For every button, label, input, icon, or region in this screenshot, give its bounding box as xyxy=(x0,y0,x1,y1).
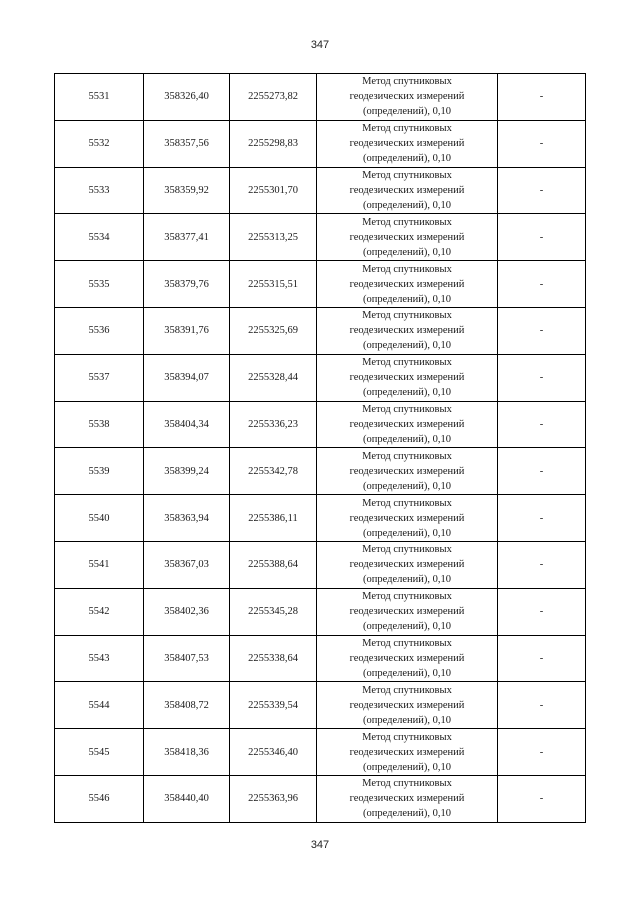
point-number-cell: 5534 xyxy=(55,214,144,261)
y-coordinate-cell: 2255363,96 xyxy=(230,775,317,822)
y-coordinate-cell: 2255325,69 xyxy=(230,307,317,354)
note-cell: - xyxy=(498,541,586,588)
method-cell: Метод спутниковых геодезических измерений (определений), 0,10 xyxy=(317,495,498,542)
table-row xyxy=(55,448,586,495)
note-cell: - xyxy=(498,354,586,401)
y-coordinate-cell: 2255315,51 xyxy=(230,261,317,308)
table-row xyxy=(55,167,586,214)
x-coordinate-cell: 358408,72 xyxy=(144,682,230,729)
x-coordinate-cell: 358363,94 xyxy=(144,495,230,542)
x-coordinate-cell: 358402,36 xyxy=(144,588,230,635)
note-cell: - xyxy=(498,588,586,635)
x-coordinate-cell: 358357,56 xyxy=(144,120,230,167)
y-coordinate-cell: 2255388,64 xyxy=(230,541,317,588)
y-coordinate-cell: 2255298,83 xyxy=(230,120,317,167)
x-coordinate-cell: 358399,24 xyxy=(144,448,230,495)
x-coordinate-cell: 358367,03 xyxy=(144,541,230,588)
method-cell: Метод спутниковых геодезических измерений (определений), 0,10 xyxy=(317,729,498,776)
table-row xyxy=(55,354,586,401)
method-cell: Метод спутниковых геодезических измерений (определений), 0,10 xyxy=(317,682,498,729)
x-coordinate-cell: 358379,76 xyxy=(144,261,230,308)
table-row xyxy=(55,635,586,682)
x-coordinate-cell: 358394,07 xyxy=(144,354,230,401)
point-number-cell: 5544 xyxy=(55,682,144,729)
note-cell: - xyxy=(498,448,586,495)
point-number-cell: 5532 xyxy=(55,120,144,167)
method-cell: Метод спутниковых геодезических измерений (определений), 0,10 xyxy=(317,541,498,588)
point-number-cell: 5539 xyxy=(55,448,144,495)
note-cell: - xyxy=(498,307,586,354)
x-coordinate-cell: 358440,40 xyxy=(144,775,230,822)
note-cell: - xyxy=(498,261,586,308)
method-cell: Метод спутниковых геодезических измерений (определений), 0,10 xyxy=(317,448,498,495)
method-cell: Метод спутниковых геодезических измерений (определений), 0,10 xyxy=(317,214,498,261)
note-cell: - xyxy=(498,775,586,822)
x-coordinate-cell: 358391,76 xyxy=(144,307,230,354)
x-coordinate-cell: 358377,41 xyxy=(144,214,230,261)
table-row xyxy=(55,495,586,542)
table-row xyxy=(55,120,586,167)
point-number-cell: 5535 xyxy=(55,261,144,308)
method-cell: Метод спутниковых геодезических измерений (определений), 0,10 xyxy=(317,635,498,682)
note-cell: - xyxy=(498,682,586,729)
y-coordinate-cell: 2255301,70 xyxy=(230,167,317,214)
method-cell: Метод спутниковых геодезических измерений (определений), 0,10 xyxy=(317,74,498,121)
note-cell: - xyxy=(498,214,586,261)
point-number-cell: 5540 xyxy=(55,495,144,542)
y-coordinate-cell: 2255339,54 xyxy=(230,682,317,729)
y-coordinate-cell: 2255273,82 xyxy=(230,74,317,121)
coordinates-table-body xyxy=(55,74,586,823)
point-number-cell: 5533 xyxy=(55,167,144,214)
x-coordinate-cell: 358359,92 xyxy=(144,167,230,214)
table-row xyxy=(55,588,586,635)
method-cell: Метод спутниковых геодезических измерений (определений), 0,10 xyxy=(317,167,498,214)
note-cell: - xyxy=(498,74,586,121)
y-coordinate-cell: 2255345,28 xyxy=(230,588,317,635)
point-number-cell: 5538 xyxy=(55,401,144,448)
method-cell: Метод спутниковых геодезических измерений (определений), 0,10 xyxy=(317,261,498,308)
table-row xyxy=(55,401,586,448)
table-row xyxy=(55,682,586,729)
point-number-cell: 5545 xyxy=(55,729,144,776)
note-cell: - xyxy=(498,729,586,776)
table-row xyxy=(55,541,586,588)
method-cell: Метод спутниковых геодезических измерений (определений), 0,10 xyxy=(317,307,498,354)
method-cell: Метод спутниковых геодезических измерений (определений), 0,10 xyxy=(317,401,498,448)
table-row xyxy=(55,214,586,261)
table-row xyxy=(55,261,586,308)
note-cell: - xyxy=(498,495,586,542)
point-number-cell: 5542 xyxy=(55,588,144,635)
method-cell: Метод спутниковых геодезических измерений (определений), 0,10 xyxy=(317,120,498,167)
y-coordinate-cell: 2255346,40 xyxy=(230,729,317,776)
note-cell: - xyxy=(498,167,586,214)
y-coordinate-cell: 2255338,64 xyxy=(230,635,317,682)
point-number-cell: 5543 xyxy=(55,635,144,682)
coordinates-table xyxy=(54,73,586,823)
page-number-top: 347 xyxy=(310,39,330,51)
method-cell: Метод спутниковых геодезических измерений (определений), 0,10 xyxy=(317,588,498,635)
point-number-cell: 5531 xyxy=(55,74,144,121)
table-row xyxy=(55,307,586,354)
page-number-bottom: 347 xyxy=(310,839,330,851)
x-coordinate-cell: 358326,40 xyxy=(144,74,230,121)
point-number-cell: 5546 xyxy=(55,775,144,822)
y-coordinate-cell: 2255386,11 xyxy=(230,495,317,542)
y-coordinate-cell: 2255313,25 xyxy=(230,214,317,261)
y-coordinate-cell: 2255328,44 xyxy=(230,354,317,401)
x-coordinate-cell: 358418,36 xyxy=(144,729,230,776)
point-number-cell: 5536 xyxy=(55,307,144,354)
y-coordinate-cell: 2255342,78 xyxy=(230,448,317,495)
method-cell: Метод спутниковых геодезических измерений (определений), 0,10 xyxy=(317,354,498,401)
table-row xyxy=(55,74,586,121)
table-row xyxy=(55,729,586,776)
y-coordinate-cell: 2255336,23 xyxy=(230,401,317,448)
point-number-cell: 5541 xyxy=(55,541,144,588)
method-cell: Метод спутниковых геодезических измерений (определений), 0,10 xyxy=(317,775,498,822)
x-coordinate-cell: 358404,34 xyxy=(144,401,230,448)
note-cell: - xyxy=(498,120,586,167)
note-cell: - xyxy=(498,401,586,448)
x-coordinate-cell: 358407,53 xyxy=(144,635,230,682)
table-row xyxy=(55,775,586,822)
note-cell: - xyxy=(498,635,586,682)
point-number-cell: 5537 xyxy=(55,354,144,401)
